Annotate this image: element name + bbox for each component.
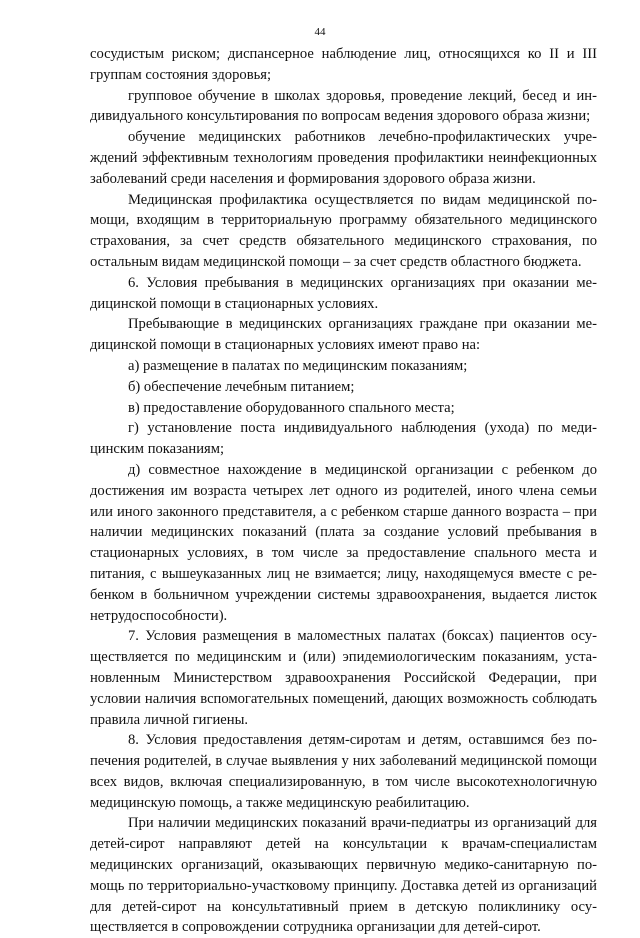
list-item-b: б) обеспечение лечебным питанием; (128, 378, 355, 395)
paragraph-1: сосудистым риском; диспансерное наблюдение лиц, относящихся ко II и III группам состояния здоровья; (90, 46, 597, 83)
paragraph-14: При наличии медицинских показаний врачи-педиатры из организаций для детей-сирот направляют детей на консультации к врачам-специалистам медицинских организаций, оказывающих первичную медико-санитарную помощь по территориально-участковому принципу. Доставка детей из организаций для детей-сирот на консультативный прием в детскую поликлинику осуществляется в сопровождении сотрудника организации для детей-сирот. (90, 815, 597, 936)
list-item-g: г) установление поста индивидуального наблюдения (ухода) по медицинским показаниям; (90, 420, 597, 458)
page-number: 44 (314, 26, 326, 38)
paragraph-2: групповое обучение в школах здоровья, проведение лекций, бесед и индивидуального консультирования по вопросам ведения здорового образа жизни; (90, 87, 597, 125)
section-6-heading: 6. Условия пребывания в медицинских организациях при оказании медицинской помощи в стационарных условиях. (90, 274, 597, 312)
paragraph-3: обучение медицинских работников лечебно-профилактических учреждений эффективным технологиям проведения профилактики неинфекционных заболеваний среди населения и формирования здорового образа жизни. (90, 129, 597, 187)
paragraph-4: Медицинская профилактика осуществляется по видам медицинской помощи, входящим в территориальную программу обязательного медицинского страхования, за счет средств обязательного медицинского страхования, по остальным видам медицинской помощи – за счет средств областного бюджета. (90, 191, 597, 270)
section-8-paragraph: 8. Условия предоставления детям-сиротам и детям, оставшимся без попечения родителей, в случае выявления у них заболеваний медицинской помощи всех видов, включая специализированную, в том числе высокотехнологичную медицинскую помощь, а также медицинскую реабилитацию. (90, 732, 597, 811)
list-item-d: д) совместное нахождение в медицинской организации с ребенком до достижения им возраста четырех лет одного из родителей, иного члена семьи или иного законного представителя, а с ребенком старше данного возраста – при наличии медицинских показаний (плата за создание условий пребывания в стационарных условиях, в том числе за предоставление спального места и питания, с вышеуказанных лиц не взимается; лицу, находящемуся вместе с ребенком в больничном учреждении системы здравоохранения, выдается листок нетрудоспособности). (90, 461, 597, 624)
paragraph-6: Пребывающие в медицинских организациях граждане при оказании медицинской помощи в стационарных условиях имеют право на: (90, 316, 597, 354)
list-item-v: в) предоставление оборудованного спального места; (128, 399, 455, 416)
section-7-paragraph: 7. Условия размещения в маломестных палатах (боксах) пациентов осуществляется по медицинским и (или) эпидемиологическим показаниям, установленным Министерством здравоохранения Российской Федерации, при условии наличия вспомогательных помещений, дающих возможность соблюдать правила личной гигиены. (90, 628, 597, 728)
list-item-a: а) размещение в палатах по медицинским показаниям; (128, 357, 468, 374)
document-body (90, 44, 597, 938)
